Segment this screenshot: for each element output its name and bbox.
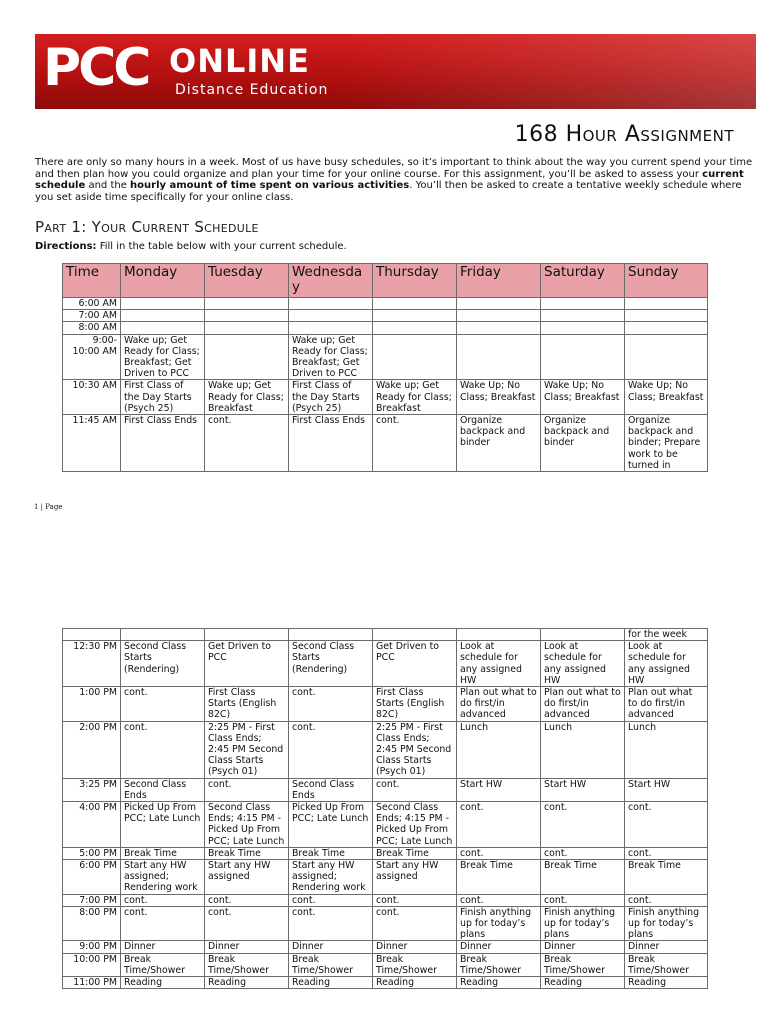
time-cell: 7:00 AM: [63, 310, 121, 322]
schedule-cell: Look at schedule for any assigned HW: [625, 641, 708, 687]
logo-subtitle: Distance Education: [175, 82, 329, 98]
table-row: [63, 941, 708, 953]
table-row: [63, 322, 708, 334]
schedule-cell: Wake up; Get Ready for Class; Breakfast; Get Driven to PCC: [121, 334, 205, 380]
table-row: [63, 310, 708, 322]
schedule-cell: Get Driven to PCC: [373, 641, 457, 687]
schedule-cell: Dinner: [373, 941, 457, 953]
schedule-cell: Second Class Starts (Rendering): [289, 641, 373, 687]
schedule-cell: Reading: [625, 977, 708, 989]
table-row: [63, 778, 708, 801]
schedule-cell: Dinner: [289, 941, 373, 953]
pcc-online-banner: [35, 34, 756, 109]
schedule-cell: Look at schedule for any assigned HW: [541, 641, 625, 687]
schedule-cell: [541, 629, 625, 641]
schedule-cell: Second Class Ends: [121, 778, 205, 801]
header-sunday: Sunday: [625, 264, 708, 298]
schedule-cell: Start any HW assigned: [373, 860, 457, 895]
time-cell: 10:30 AM: [63, 380, 121, 415]
schedule-cell: Lunch: [541, 721, 625, 778]
schedule-cell: [121, 322, 205, 334]
schedule-cell: Reading: [205, 977, 289, 989]
schedule-cell: cont.: [625, 894, 708, 906]
schedule-table-page-2: [62, 628, 708, 989]
schedule-cell: [205, 629, 289, 641]
schedule-cell: Finish anything up for today’s plans: [625, 906, 708, 941]
schedule-cell: Dinner: [121, 941, 205, 953]
schedule-cell: cont.: [625, 847, 708, 859]
schedule-body-page-2: [63, 629, 708, 989]
page-number: 1 | Page: [34, 503, 63, 511]
schedule-cell: cont.: [205, 415, 289, 472]
schedule-cell: [457, 298, 541, 310]
logo-pcc-text: PCC: [43, 38, 149, 98]
table-row: [63, 687, 708, 722]
schedule-cell: Reading: [541, 977, 625, 989]
schedule-cell: [457, 310, 541, 322]
schedule-cell: First Class Starts (English 82C): [205, 687, 289, 722]
table-row: [63, 721, 708, 778]
table-row: [63, 894, 708, 906]
schedule-cell: [541, 322, 625, 334]
schedule-cell: [541, 298, 625, 310]
document-title: 168 Hour Assignment: [514, 122, 734, 147]
table-header-row: [63, 264, 708, 298]
schedule-cell: [625, 310, 708, 322]
directions-label: Directions:: [35, 241, 97, 252]
time-cell: 1:00 PM: [63, 687, 121, 722]
time-cell: 12:30 PM: [63, 641, 121, 687]
time-cell: 10:00 PM: [63, 953, 121, 976]
schedule-cell: [289, 310, 373, 322]
schedule-cell: [457, 322, 541, 334]
schedule-cell: [625, 322, 708, 334]
schedule-cell: cont.: [121, 894, 205, 906]
schedule-cell: Break Time/Shower: [625, 953, 708, 976]
schedule-cell: First Class Ends: [121, 415, 205, 472]
table-row: [63, 977, 708, 989]
schedule-cell: Second Class Ends; 4:15 PM - Picked Up From PCC; Late Lunch: [205, 802, 289, 848]
time-cell: 6:00 PM: [63, 860, 121, 895]
schedule-cell: Organize backpack and binder: [457, 415, 541, 472]
schedule-cell: Start HW: [457, 778, 541, 801]
schedule-cell: 2:25 PM - First Class Ends; 2:45 PM Second Class Starts (Psych 01): [373, 721, 457, 778]
schedule-cell: Second Class Starts (Rendering): [121, 641, 205, 687]
intro-text-1: There are only so many hours in a week. Most of us have busy schedules, so it’s important to think about the way you current spend your time and then plan how you could organize and plan your time for your online course. For this assignment, you’ll be asked to assess your: [35, 157, 753, 180]
schedule-cell: cont.: [289, 906, 373, 941]
schedule-cell: Reading: [457, 977, 541, 989]
schedule-cell: Wake up; Get Ready for Class; Breakfast: [205, 380, 289, 415]
schedule-cell: cont.: [121, 721, 205, 778]
schedule-cell: Get Driven to PCC: [205, 641, 289, 687]
schedule-cell: Start any HW assigned; Rendering work: [121, 860, 205, 895]
schedule-cell: Wake Up; No Class; Breakfast: [541, 380, 625, 415]
header-tuesday: Tuesday: [205, 264, 289, 298]
schedule-cell: Plan out what to do first/in advanced: [457, 687, 541, 722]
schedule-cell: cont.: [457, 894, 541, 906]
schedule-cell: Reading: [373, 977, 457, 989]
schedule-cell: [121, 629, 205, 641]
schedule-table-page-1: [62, 263, 708, 472]
schedule-cell: Wake up; Get Ready for Class; Breakfast; Get Driven to PCC: [289, 334, 373, 380]
schedule-cell: Finish anything up for today’s plans: [541, 906, 625, 941]
schedule-cell: [289, 322, 373, 334]
schedule-cell: cont.: [121, 906, 205, 941]
schedule-cell: Organize backpack and binder: [541, 415, 625, 472]
schedule-cell: cont.: [541, 894, 625, 906]
schedule-cell: Break Time: [625, 860, 708, 895]
schedule-cell: Break Time/Shower: [121, 953, 205, 976]
time-cell: 7:00 PM: [63, 894, 121, 906]
schedule-cell: First Class Starts (English 82C): [373, 687, 457, 722]
schedule-cell: Break Time: [541, 860, 625, 895]
intro-bold-1: current schedule: [35, 168, 744, 192]
table-row: [63, 629, 708, 641]
schedule-cell: Break Time: [373, 847, 457, 859]
schedule-cell: [625, 298, 708, 310]
schedule-cell: First Class Ends: [289, 415, 373, 472]
schedule-cell: Reading: [289, 977, 373, 989]
schedule-cell: cont.: [457, 847, 541, 859]
schedule-cell: Wake up; Get Ready for Class; Breakfast: [373, 380, 457, 415]
schedule-cell: Dinner: [205, 941, 289, 953]
schedule-cell: [541, 310, 625, 322]
table-row: [63, 380, 708, 415]
time-cell: 3:25 PM: [63, 778, 121, 801]
schedule-cell: Break Time: [457, 860, 541, 895]
schedule-cell: cont.: [541, 802, 625, 848]
time-cell: 8:00 PM: [63, 906, 121, 941]
schedule-cell: cont.: [457, 802, 541, 848]
schedule-cell: First Class of the Day Starts (Psych 25): [121, 380, 205, 415]
table-row: [63, 906, 708, 941]
schedule-cell: Wake Up; No Class; Breakfast: [457, 380, 541, 415]
schedule-cell: Plan out what to do first/in advanced: [541, 687, 625, 722]
schedule-cell: [457, 629, 541, 641]
schedule-cell: cont.: [289, 687, 373, 722]
header-saturday: Saturday: [541, 264, 625, 298]
time-cell: 9:00-10:00 AM: [63, 334, 121, 380]
time-cell: 11:00 PM: [63, 977, 121, 989]
time-cell: 5:00 PM: [63, 847, 121, 859]
schedule-cell: Dinner: [541, 941, 625, 953]
schedule-cell: Start HW: [541, 778, 625, 801]
schedule-cell: [289, 298, 373, 310]
schedule-cell: Wake Up; No Class; Breakfast: [625, 380, 708, 415]
schedule-cell: cont.: [205, 778, 289, 801]
intro-bold-2: hourly amount of time spent on various activities: [130, 180, 410, 192]
schedule-cell: [625, 334, 708, 380]
logo-online-text: ONLINE: [169, 42, 310, 80]
schedule-cell: cont.: [205, 906, 289, 941]
schedule-cell: Reading: [121, 977, 205, 989]
table-row: [63, 953, 708, 976]
schedule-cell: cont.: [373, 415, 457, 472]
header-time: Time: [63, 264, 121, 298]
schedule-cell: Dinner: [625, 941, 708, 953]
schedule-cell: [457, 334, 541, 380]
intro-text-3: . You’ll then be asked to create a tentative weekly schedule where you set aside time specifically for your online class.: [35, 180, 742, 203]
schedule-body-page-1: [63, 298, 708, 472]
schedule-cell: cont.: [373, 894, 457, 906]
schedule-cell: 2:25 PM - First Class Ends; 2:45 PM Second Class Starts (Psych 01): [205, 721, 289, 778]
schedule-cell: Break Time/Shower: [289, 953, 373, 976]
schedule-cell: Look at schedule for any assigned HW: [457, 641, 541, 687]
table-row: [63, 334, 708, 380]
schedule-cell: for the week: [625, 629, 708, 641]
schedule-cell: Break Time: [289, 847, 373, 859]
schedule-cell: [121, 298, 205, 310]
schedule-cell: [373, 629, 457, 641]
schedule-cell: cont.: [205, 894, 289, 906]
schedule-cell: Break Time/Shower: [457, 953, 541, 976]
schedule-cell: Finish anything up for today’s plans: [457, 906, 541, 941]
schedule-cell: Break Time: [205, 847, 289, 859]
time-cell: 11:45 AM: [63, 415, 121, 472]
schedule-cell: cont.: [121, 687, 205, 722]
schedule-cell: [541, 334, 625, 380]
table-row: [63, 860, 708, 895]
schedule-cell: Start any HW assigned; Rendering work: [289, 860, 373, 895]
header-monday: Monday: [121, 264, 205, 298]
schedule-cell: Plan out what to do first/in advanced: [625, 687, 708, 722]
schedule-cell: Second Class Ends; 4:15 PM - Picked Up From PCC; Late Lunch: [373, 802, 457, 848]
schedule-cell: cont.: [289, 894, 373, 906]
header-thursday: Thursday: [373, 264, 457, 298]
table-row: [63, 847, 708, 859]
intro-paragraph: [35, 157, 757, 203]
schedule-cell: Start any HW assigned: [205, 860, 289, 895]
schedule-cell: Lunch: [625, 721, 708, 778]
schedule-cell: Start HW: [625, 778, 708, 801]
schedule-cell: [373, 334, 457, 380]
schedule-cell: [121, 310, 205, 322]
schedule-cell: [289, 629, 373, 641]
time-cell: 9:00 PM: [63, 941, 121, 953]
time-cell: 2:00 PM: [63, 721, 121, 778]
header-friday: Friday: [457, 264, 541, 298]
schedule-cell: [373, 322, 457, 334]
schedule-cell: [205, 298, 289, 310]
schedule-cell: Break Time/Shower: [373, 953, 457, 976]
time-cell: 4:00 PM: [63, 802, 121, 848]
schedule-cell: cont.: [373, 906, 457, 941]
schedule-cell: Break Time: [121, 847, 205, 859]
schedule-cell: Break Time/Shower: [541, 953, 625, 976]
schedule-cell: Break Time/Shower: [205, 953, 289, 976]
schedule-cell: Lunch: [457, 721, 541, 778]
intro-text-2: and the: [85, 180, 131, 192]
time-cell: [63, 629, 121, 641]
table-row: [63, 802, 708, 848]
directions-text: Fill in the table below with your current schedule.: [96, 241, 347, 252]
table-row: [63, 415, 708, 472]
schedule-cell: cont.: [625, 802, 708, 848]
time-cell: 6:00 AM: [63, 298, 121, 310]
table-row: [63, 298, 708, 310]
schedule-cell: cont.: [541, 847, 625, 859]
schedule-cell: [373, 298, 457, 310]
schedule-cell: [205, 322, 289, 334]
schedule-cell: Dinner: [457, 941, 541, 953]
part-1-heading: Part 1: Your Current Schedule: [35, 218, 259, 236]
schedule-cell: First Class of the Day Starts (Psych 25): [289, 380, 373, 415]
schedule-cell: cont.: [373, 778, 457, 801]
header-wednesday: Wednesday: [289, 264, 373, 298]
schedule-cell: Organize backpack and binder; Prepare work to be turned in: [625, 415, 708, 472]
table-row: [63, 641, 708, 687]
schedule-cell: Second Class Ends: [289, 778, 373, 801]
schedule-cell: [373, 310, 457, 322]
schedule-cell: Picked Up From PCC; Late Lunch: [289, 802, 373, 848]
schedule-cell: [205, 334, 289, 380]
directions-line: [35, 241, 347, 252]
schedule-cell: Picked Up From PCC; Late Lunch: [121, 802, 205, 848]
time-cell: 8:00 AM: [63, 322, 121, 334]
schedule-cell: [205, 310, 289, 322]
schedule-cell: cont.: [289, 721, 373, 778]
